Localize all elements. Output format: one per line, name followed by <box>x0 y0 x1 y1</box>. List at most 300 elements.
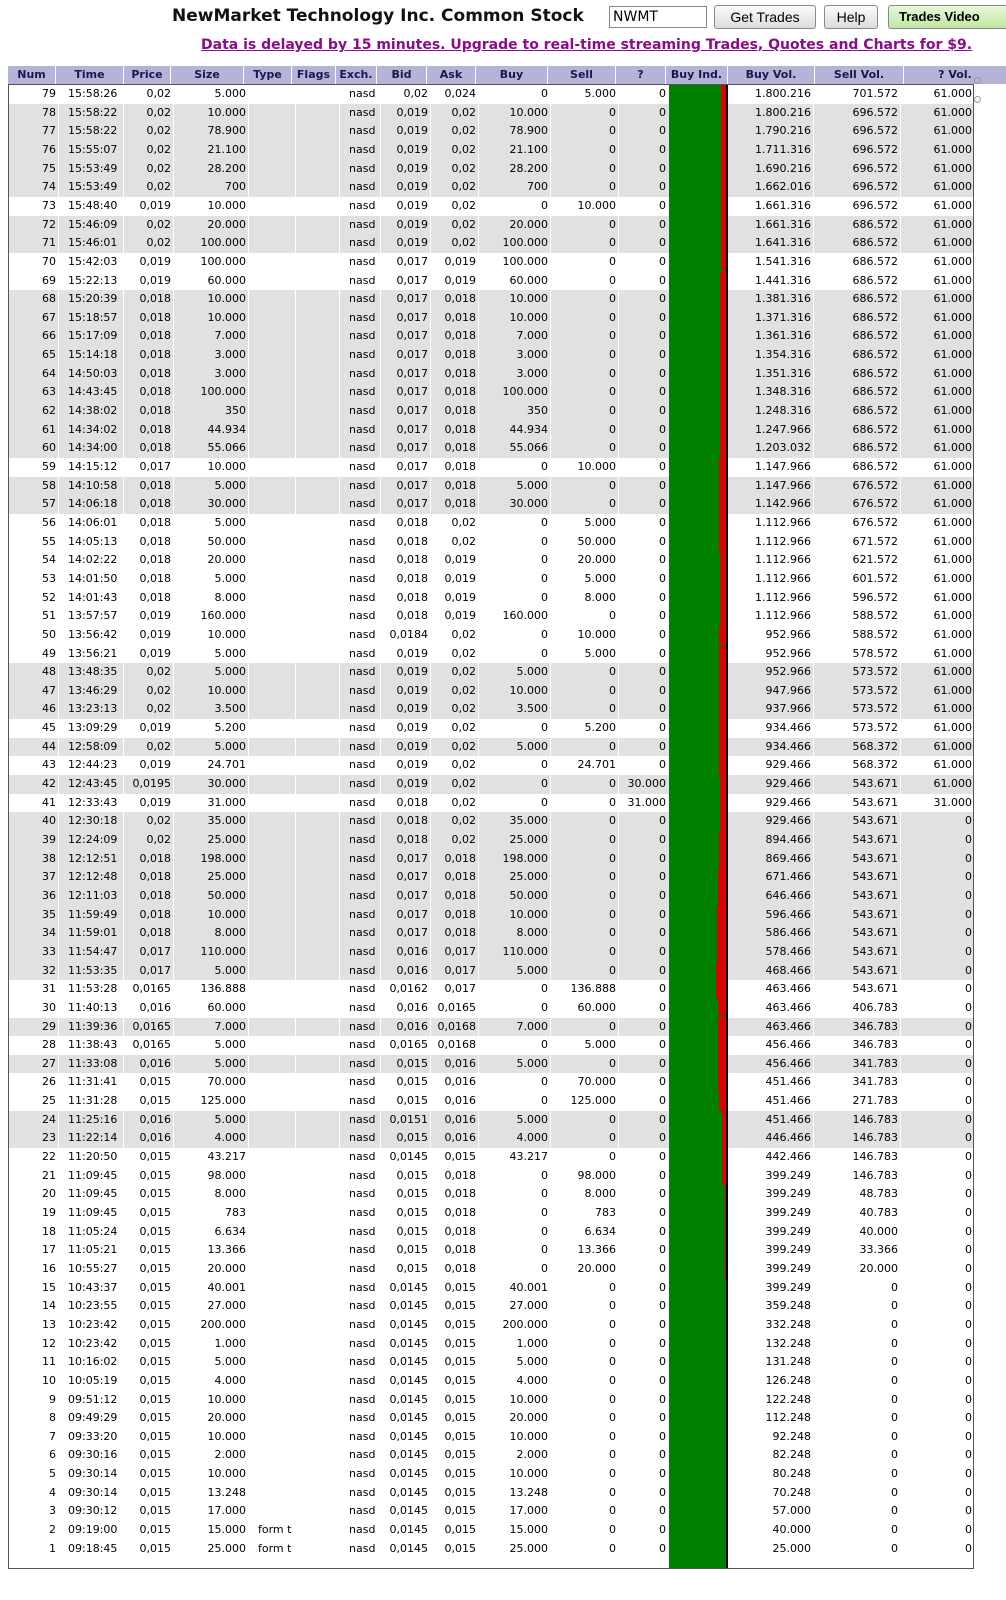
cell-q: 0 <box>659 1336 666 1350</box>
cell-sell: 0 <box>609 926 616 940</box>
cell-size: 24.701 <box>207 758 246 772</box>
cell-time: 11:54:47 <box>68 944 118 958</box>
column-divider <box>58 85 59 1558</box>
cell-sell: 0 <box>609 478 616 492</box>
help-button[interactable]: Help <box>824 5 878 29</box>
cell-buy: 1.000 <box>516 1336 548 1350</box>
cell-exch: nasd <box>349 87 376 100</box>
cell-exch: nasd <box>349 795 376 809</box>
cell-price: 0,019 <box>139 609 171 623</box>
cell-size: 10.000 <box>207 907 246 921</box>
cell-exch: nasd <box>349 1261 376 1275</box>
cell-flags <box>296 551 340 570</box>
cell-bid: 0,017 <box>396 478 428 492</box>
cell-price: 0,018 <box>139 888 171 902</box>
cell-flags <box>296 570 340 589</box>
cell-sell: 0 <box>609 1355 616 1369</box>
cell-bid: 0,0145 <box>389 1485 428 1499</box>
cell-sellvol: 543.671 <box>852 833 898 846</box>
cell-num: 45 <box>42 721 56 735</box>
cell-q: 0 <box>659 1112 666 1126</box>
cell-ask: 0,015 <box>444 1467 476 1481</box>
cell-buy: 0 <box>541 982 548 996</box>
cell-bid: 0,015 <box>396 1224 428 1238</box>
cell-sell: 0 <box>609 161 616 175</box>
cell-sellvol: 0 <box>891 1411 898 1425</box>
cell-time: 11:53:35 <box>68 963 118 977</box>
cell-q: 0 <box>659 814 666 828</box>
cell-sell: 0 <box>609 1411 616 1425</box>
cell-type <box>249 700 296 719</box>
cell-price: 0,018 <box>139 553 171 567</box>
cell-exch: nasd <box>349 1299 376 1313</box>
cell-qvol: 0 <box>965 1019 972 1033</box>
cell-type <box>249 1148 296 1167</box>
cell-qvol: 61.000 <box>933 460 972 473</box>
cell-sell: 0 <box>609 777 616 791</box>
cell-exch: nasd <box>349 310 376 324</box>
cell-sellvol: 543.671 <box>852 944 898 958</box>
cell-buy: 8.000 <box>516 926 548 940</box>
symbol-input[interactable] <box>609 6 707 28</box>
cell-buyvol: 1.248.316 <box>755 404 811 418</box>
cell-type <box>249 421 296 440</box>
cell-ask: 0,016 <box>444 1131 476 1145</box>
cell-size: 10.000 <box>207 1467 246 1481</box>
cell-exch: nasd <box>349 702 376 716</box>
cell-num: 59 <box>42 460 56 473</box>
cell-qvol: 61.000 <box>933 105 972 119</box>
cell-exch: nasd <box>349 833 376 846</box>
cell-q: 0 <box>659 348 666 362</box>
cell-size: 5.200 <box>214 721 246 735</box>
cell-bid: 0,0145 <box>389 1280 428 1294</box>
cell-sell: 0 <box>609 366 616 380</box>
cell-ask: 0,015 <box>444 1299 476 1313</box>
cell-time: 14:01:43 <box>68 590 118 604</box>
cell-price: 0,015 <box>139 1541 171 1555</box>
cell-ask: 0,015 <box>444 1373 476 1387</box>
cell-sellvol: 686.572 <box>852 460 898 473</box>
cell-num: 20 <box>42 1187 56 1201</box>
cell-q: 0 <box>659 963 666 977</box>
cell-size: 3.500 <box>214 702 246 716</box>
cell-buy: 0 <box>541 646 548 660</box>
cell-type <box>249 495 296 514</box>
column-header[interactable]: Type <box>244 66 292 84</box>
cell-exch: nasd <box>349 982 376 996</box>
cell-qvol: 0 <box>965 1056 972 1070</box>
cell-flags <box>296 1129 340 1148</box>
cell-sell: 0 <box>609 217 616 231</box>
cell-q: 0 <box>659 646 666 660</box>
cell-sell: 0 <box>609 124 616 138</box>
cell-qvol: 61.000 <box>933 646 972 660</box>
cell-price: 0,018 <box>139 292 171 306</box>
cell-flags <box>296 1521 340 1540</box>
cell-flags <box>296 1465 340 1484</box>
cell-size: 13.248 <box>207 1485 246 1499</box>
cell-qvol: 61.000 <box>933 198 972 212</box>
cell-num: 24 <box>42 1112 56 1126</box>
column-header[interactable]: Buy Ind. <box>666 66 728 84</box>
table-row <box>9 1111 973 1130</box>
cell-exch: nasd <box>349 1485 376 1499</box>
cell-buy: 25.000 <box>509 1541 548 1555</box>
cell-bid: 0,017 <box>396 404 428 418</box>
cell-time: 11:31:28 <box>68 1094 118 1108</box>
cell-sellvol: 578.572 <box>852 646 898 660</box>
cell-size: 350 <box>225 404 246 418</box>
cell-flags <box>296 1502 340 1521</box>
column-divider <box>550 85 551 1558</box>
cell-flags <box>296 1223 340 1242</box>
cell-sell: 0 <box>609 851 616 865</box>
cell-size: 43.217 <box>207 1150 246 1164</box>
cell-sellvol: 686.572 <box>852 348 898 362</box>
cell-buy: 5.000 <box>516 665 548 679</box>
cell-flags <box>296 906 340 925</box>
cell-sellvol: 146.783 <box>852 1131 898 1145</box>
cell-q: 0 <box>659 515 666 529</box>
cell-exch: nasd <box>349 814 376 828</box>
cell-price: 0,02 <box>146 814 171 828</box>
cell-sell: 10.000 <box>577 198 616 212</box>
cell-qvol: 61.000 <box>933 310 972 324</box>
cell-bid: 0,018 <box>396 833 428 846</box>
cell-ask: 0,02 <box>451 236 476 250</box>
cell-bid: 0,019 <box>396 646 428 660</box>
cell-type <box>249 1484 296 1503</box>
cell-qvol: 0 <box>965 1411 972 1425</box>
cell-buyvol: 456.466 <box>765 1056 811 1070</box>
cell-bid: 0,0145 <box>389 1355 428 1369</box>
table-row <box>9 719 973 738</box>
cell-bid: 0,017 <box>396 422 428 436</box>
cell-exch: nasd <box>349 1280 376 1294</box>
cell-sell: 0 <box>609 254 616 268</box>
cell-qvol: 0 <box>965 870 972 884</box>
column-header[interactable]: Buy <box>476 66 548 84</box>
cell-num: 13 <box>42 1317 56 1331</box>
cell-type <box>249 1335 296 1354</box>
cell-time: 09:30:12 <box>68 1504 118 1518</box>
cell-sell: 0 <box>609 310 616 324</box>
cell-qvol: 0 <box>965 814 972 828</box>
column-header[interactable]: ? <box>616 66 666 84</box>
cell-time: 09:30:14 <box>68 1485 118 1499</box>
cell-bid: 0,0145 <box>389 1504 428 1518</box>
column-divider <box>380 85 381 1558</box>
cell-flags <box>296 943 340 962</box>
cell-buy: 10.000 <box>509 310 548 324</box>
cell-bid: 0,0145 <box>389 1523 428 1537</box>
cell-sellvol: 588.572 <box>852 627 898 641</box>
cell-bid: 0,017 <box>396 460 428 473</box>
column-header[interactable]: Time <box>56 66 124 84</box>
cell-size: 5.000 <box>214 1038 246 1052</box>
cell-price: 0,018 <box>139 907 171 921</box>
cell-buyvol: 934.466 <box>765 739 811 753</box>
cell-ask: 0,02 <box>451 627 476 641</box>
trades-table <box>8 84 974 1569</box>
cell-price: 0,019 <box>139 758 171 772</box>
cell-size: 5.000 <box>214 1112 246 1126</box>
cell-ask: 0,02 <box>451 758 476 772</box>
cell-sell: 0 <box>609 236 616 250</box>
cell-size: 5.000 <box>214 1056 246 1070</box>
cell-price: 0,019 <box>139 254 171 268</box>
cell-exch: nasd <box>349 105 376 119</box>
get-trades-button[interactable]: Get Trades <box>714 5 816 29</box>
cell-time: 14:15:12 <box>68 460 118 473</box>
table-row <box>9 999 973 1018</box>
cell-sellvol: 543.671 <box>852 982 898 996</box>
cell-ask: 0,015 <box>444 1541 476 1555</box>
cell-price: 0,015 <box>139 1299 171 1313</box>
cell-size: 6.634 <box>214 1224 246 1238</box>
cell-type <box>249 439 296 458</box>
cell-price: 0,017 <box>139 944 171 958</box>
cell-time: 09:19:00 <box>68 1523 118 1537</box>
cell-exch: nasd <box>349 348 376 362</box>
cell-buy: 0 <box>541 627 548 641</box>
cell-price: 0,015 <box>139 1504 171 1518</box>
cell-type <box>249 458 296 477</box>
cell-size: 40.001 <box>207 1280 246 1294</box>
cell-time: 10:23:55 <box>68 1299 118 1313</box>
cell-size: 10.000 <box>207 1429 246 1443</box>
cell-sellvol: 686.572 <box>852 310 898 324</box>
cell-sellvol: 621.572 <box>852 553 898 567</box>
cell-bid: 0,0165 <box>389 1038 428 1052</box>
cell-ask: 0,02 <box>451 777 476 791</box>
cell-num: 49 <box>42 646 56 660</box>
cell-q: 0 <box>659 1373 666 1387</box>
cell-qvol: 0 <box>965 1131 972 1145</box>
cell-qvol: 0 <box>965 1000 972 1014</box>
cell-flags <box>296 1260 340 1279</box>
cell-ask: 0,018 <box>444 851 476 865</box>
cell-buyvol: 25.000 <box>772 1541 811 1555</box>
table-row <box>9 756 973 775</box>
cell-size: 5.000 <box>214 87 246 100</box>
cell-time: 11:22:14 <box>68 1131 118 1145</box>
cell-buy: 40.001 <box>509 1280 548 1294</box>
cell-sell: 0 <box>609 1429 616 1443</box>
cell-ask: 0,016 <box>444 1112 476 1126</box>
cell-q: 0 <box>659 1299 666 1313</box>
cell-q: 0 <box>659 926 666 940</box>
cell-size: 20.000 <box>207 217 246 231</box>
column-header[interactable]: Flags <box>292 66 336 84</box>
cell-price: 0,0195 <box>132 777 171 791</box>
column-header[interactable]: ? Vol. <box>904 66 1006 84</box>
cell-qvol: 0 <box>965 1243 972 1257</box>
cell-sellvol: 0 <box>891 1317 898 1331</box>
cell-num: 19 <box>42 1206 56 1219</box>
cell-time: 15:17:09 <box>68 329 118 343</box>
cell-qvol: 61.000 <box>933 180 972 194</box>
cell-exch: nasd <box>349 1355 376 1369</box>
cell-bid: 0,015 <box>396 1261 428 1275</box>
cell-ask: 0,016 <box>444 1056 476 1070</box>
delay-upgrade-link[interactable]: Data is delayed by 15 minutes. Upgrade to real-time streaming Trades, Quotes and Charts for $9. <box>201 37 973 53</box>
table-row <box>9 1279 973 1298</box>
table-row <box>9 1465 973 1484</box>
cell-sellvol: 596.572 <box>852 590 898 604</box>
cell-q: 0 <box>659 1392 666 1406</box>
table-row <box>9 309 973 328</box>
cell-price: 0,015 <box>139 1485 171 1499</box>
cell-buy: 100.000 <box>502 236 548 250</box>
column-divider <box>430 85 431 1558</box>
cell-exch: nasd <box>349 1448 376 1462</box>
cell-ask: 0,018 <box>444 497 476 511</box>
cell-q: 0 <box>659 1056 666 1070</box>
page-title: NewMarket Technology Inc. Common Stock <box>172 6 584 26</box>
column-header[interactable]: Sell <box>548 66 616 84</box>
cell-type <box>249 1167 296 1186</box>
cell-time: 11:33:08 <box>68 1056 118 1070</box>
cell-sellvol: 696.572 <box>852 161 898 175</box>
cell-price: 0,015 <box>139 1206 171 1219</box>
cell-q: 0 <box>659 1000 666 1014</box>
cell-bid: 0,017 <box>396 273 428 287</box>
cell-buyvol: 132.248 <box>765 1336 811 1350</box>
column-header[interactable]: Price <box>124 66 171 84</box>
cell-size: 10.000 <box>207 198 246 212</box>
cell-sellvol: 686.572 <box>852 236 898 250</box>
cell-exch: nasd <box>349 1523 376 1537</box>
cell-flags <box>296 309 340 328</box>
cell-ask: 0,018 <box>444 460 476 473</box>
cell-buy: 0 <box>541 460 548 473</box>
cell-buyvol: 1.203.032 <box>755 441 811 455</box>
cell-type <box>249 924 296 943</box>
cell-buy: 10.000 <box>509 1392 548 1406</box>
table-row <box>9 1018 973 1037</box>
cell-type <box>249 980 296 999</box>
cell-sellvol: 676.572 <box>852 515 898 529</box>
cell-type <box>249 1204 296 1223</box>
column-header[interactable]: Num <box>8 66 56 84</box>
cell-type <box>249 533 296 552</box>
trades-video-button[interactable]: Trades Video <box>888 5 1006 29</box>
table-row <box>9 1391 973 1410</box>
cell-buyvol: 463.466 <box>765 1019 811 1033</box>
cell-time: 15:46:09 <box>68 217 118 231</box>
cell-price: 0,015 <box>139 1261 171 1275</box>
cell-type <box>249 887 296 906</box>
cell-exch: nasd <box>349 590 376 604</box>
cell-size: 10.000 <box>207 627 246 641</box>
cell-qvol: 0 <box>965 1038 972 1052</box>
cell-size: 8.000 <box>214 1187 246 1201</box>
cell-price: 0,018 <box>139 348 171 362</box>
cell-exch: nasd <box>349 124 376 138</box>
table-row <box>9 160 973 179</box>
cell-qvol: 0 <box>965 1187 972 1201</box>
cell-sell: 70.000 <box>577 1075 616 1089</box>
cell-buy: 0 <box>541 1000 548 1014</box>
cell-qvol: 61.000 <box>933 665 972 679</box>
cell-price: 0,019 <box>139 273 171 287</box>
cell-num: 16 <box>42 1261 56 1275</box>
cell-bid: 0,019 <box>396 124 428 138</box>
cell-size: 31.000 <box>207 795 246 809</box>
table-row <box>9 1241 973 1260</box>
cell-buy: 27.000 <box>509 1299 548 1313</box>
cell-buy: 50.000 <box>509 888 548 902</box>
cell-sellvol: 40.783 <box>859 1206 898 1219</box>
cell-sell: 0 <box>609 1373 616 1387</box>
table-row <box>9 495 973 514</box>
table-row <box>9 1428 973 1447</box>
cell-size: 30.000 <box>207 497 246 511</box>
cell-time: 11:09:45 <box>68 1187 118 1201</box>
cell-sell: 0 <box>609 273 616 287</box>
cell-size: 25.000 <box>207 833 246 846</box>
cell-ask: 0,018 <box>444 888 476 902</box>
cell-flags <box>296 607 340 626</box>
column-header[interactable]: Size <box>171 66 244 84</box>
cell-flags <box>296 495 340 514</box>
cell-price: 0,018 <box>139 366 171 380</box>
cell-buyvol: 1.790.216 <box>755 124 811 138</box>
table-row <box>9 1316 973 1335</box>
cell-size: 10.000 <box>207 310 246 324</box>
cell-sell: 0 <box>609 814 616 828</box>
column-header[interactable]: Ask <box>427 66 476 84</box>
cell-num: 30 <box>42 1000 56 1014</box>
cell-exch: nasd <box>349 1467 376 1481</box>
column-header[interactable]: Buy Vol. <box>728 66 815 84</box>
cell-num: 62 <box>42 404 56 418</box>
cell-ask: 0,015 <box>444 1523 476 1537</box>
indicator-baseline <box>726 85 728 1568</box>
cell-bid: 0,018 <box>396 515 428 529</box>
cell-flags <box>296 850 340 869</box>
cell-size: 98.000 <box>207 1168 246 1182</box>
cell-buyvol: 952.966 <box>765 627 811 641</box>
cell-buy: 4.000 <box>516 1131 548 1145</box>
cell-sellvol: 676.572 <box>852 478 898 492</box>
cell-price: 0,02 <box>146 180 171 194</box>
cell-bid: 0,017 <box>396 310 428 324</box>
table-row <box>9 85 973 104</box>
cell-buyvol: 1.142.966 <box>755 497 811 511</box>
cell-sell: 5.000 <box>584 87 616 100</box>
cell-num: 74 <box>42 180 56 194</box>
cell-exch: nasd <box>349 385 376 399</box>
cell-time: 12:58:09 <box>68 739 118 753</box>
cell-q: 0 <box>659 310 666 324</box>
cell-buy: 0 <box>541 1224 548 1238</box>
column-header[interactable]: Bid <box>377 66 427 84</box>
cell-sellvol: 0 <box>891 1392 898 1406</box>
cell-q: 0 <box>659 1224 666 1238</box>
cell-ask: 0,018 <box>444 1261 476 1275</box>
cell-sellvol: 686.572 <box>852 329 898 343</box>
column-header[interactable]: Exch. <box>336 66 377 84</box>
cell-size: 30.000 <box>207 777 246 791</box>
cell-type <box>249 645 296 664</box>
column-header[interactable]: Sell Vol. <box>815 66 904 84</box>
cell-buyvol: 1.351.316 <box>755 366 811 380</box>
cell-num: 75 <box>42 161 56 175</box>
cell-qvol: 61.000 <box>933 329 972 343</box>
